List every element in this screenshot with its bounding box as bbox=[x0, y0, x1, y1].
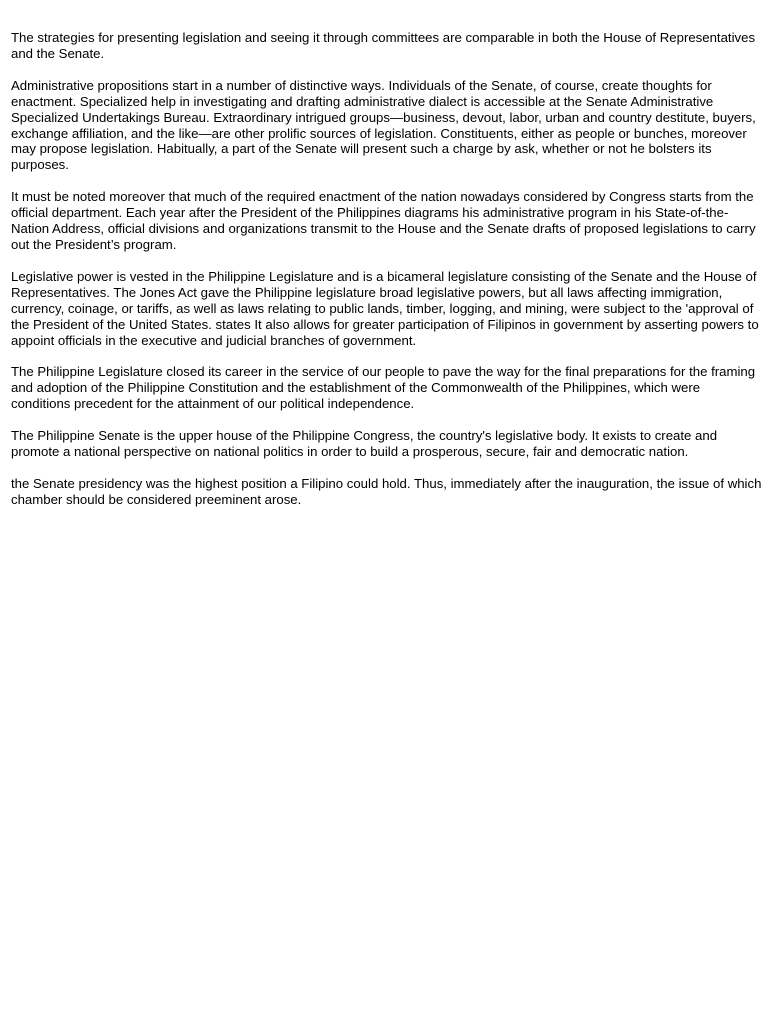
paragraph-7: the Senate presidency was the highest position a Filipino could hold. Thus, immediately after the inauguration, the issue of which chamber should be considered preeminent arose. bbox=[11, 475, 762, 507]
paragraph-1: The strategies for presenting legislation and seeing it through committees are comparable in both the House of Representatives and the Senate. bbox=[11, 30, 756, 61]
paragraph-3: It must be noted moreover that much of the required enactment of the nation nowadays considered by Congress starts from the official department. Each year after the President of the Philippines diagrams his administrative program in his State-of-the-Nation Address, official divisions and organizations transmit to the House and the Senate drafts of proposed legislations to carry out the President’s program. bbox=[11, 189, 756, 252]
paragraph-2: Administrative propositions start in a number of distinctive ways. Individuals of the Senate, of course, create thoughts for enactment. Specialized help in investigating and drafting administrative dialect is accessible at the Senate Administrative Specialized Undertakings Bureau. Extraordinary intrigued groups—business, devout, labor, urban and country destitute, buyers, exchange affiliation, and the like—are other prolific sources of legislation. Constituents, either as people or bunches, moreover may propose legislation. Habitually, a part of the Senate will present such a charge by ask, whether or not he bolsters its purposes. bbox=[11, 77, 756, 173]
paragraph-6: The Philippine Senate is the upper house of the Philippine Congress, the country's legislative body. It exists to create and promote a national perspective on national politics in order to build a prosperous, secure, fair and democratic nation. bbox=[11, 428, 718, 460]
document-body bbox=[11, 30, 763, 524]
paragraph-5: The Philippine Legislature closed its career in the service of our people to pave the way for the final preparations for the framing and adoption of the Philippine Constitution and the establishment of the Commonwealth of the Philippines, which were conditions precedent for the attainment of our political independence. bbox=[11, 364, 756, 412]
paragraph-4: Legislative power is vested in the Philippine Legislature and is a bicameral legislature consisting of the Senate and the House of Representatives. The Jones Act gave the Philippine legislature broad legislative powers, but all laws affecting immigration, currency, coinage, or tariffs, as well as laws relating to public lands, timber, logging, and mining, were subject to the 'approval of the President of the United States. states It also allows for greater participation of Filipinos in government by asserting powers to appoint officials in the executive and judicial branches of government. bbox=[11, 268, 759, 348]
